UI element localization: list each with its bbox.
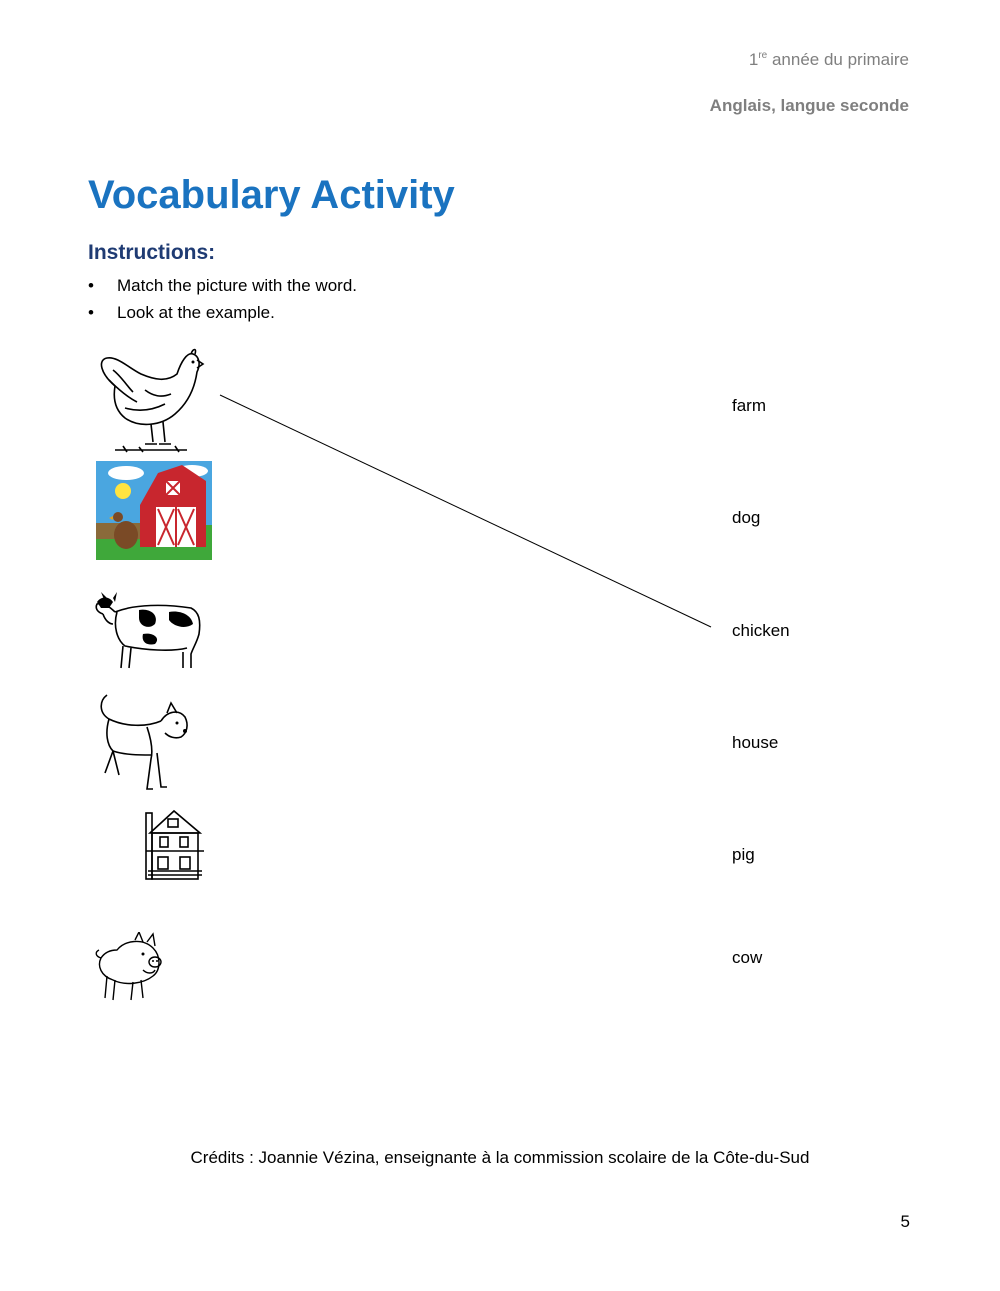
bullet-icon: • bbox=[88, 303, 94, 322]
instruction-text: Match the picture with the word. bbox=[117, 276, 358, 295]
subject-label: Anglais, langue seconde bbox=[709, 96, 909, 115]
farm-picture[interactable] bbox=[96, 461, 212, 560]
grade-text: année du primaire bbox=[767, 50, 909, 69]
page-title: Vocabulary Activity bbox=[88, 173, 455, 217]
chicken-picture[interactable] bbox=[95, 346, 205, 460]
word-farm[interactable]: farm bbox=[732, 396, 766, 415]
instruction-item bbox=[88, 303, 357, 330]
dog-picture[interactable] bbox=[95, 693, 191, 793]
bullet-icon: • bbox=[88, 276, 94, 295]
house-picture[interactable] bbox=[144, 809, 204, 881]
page-number: 5 bbox=[900, 1212, 910, 1231]
word-chicken[interactable]: chicken bbox=[732, 621, 790, 640]
instruction-item bbox=[88, 276, 357, 303]
grade-superscript: re bbox=[758, 50, 768, 61]
example-line-stroke bbox=[220, 395, 711, 627]
word-house[interactable]: house bbox=[732, 733, 779, 752]
instruction-text: Look at the example. bbox=[117, 303, 275, 322]
word-pig[interactable]: pig bbox=[732, 845, 755, 864]
word-dog[interactable]: dog bbox=[732, 508, 761, 527]
grade-number: 1 bbox=[748, 50, 759, 69]
cow-picture[interactable] bbox=[95, 590, 205, 670]
credits-text: Crédits : Joannie Vézina, enseignante à la commission scolaire de la Côte-du-Sud bbox=[190, 1148, 810, 1167]
instructions-list bbox=[88, 276, 357, 330]
instructions-heading: Instructions: bbox=[88, 241, 216, 264]
grade-level bbox=[749, 50, 909, 70]
pig-picture[interactable] bbox=[95, 932, 163, 1002]
word-cow[interactable]: cow bbox=[732, 948, 763, 967]
